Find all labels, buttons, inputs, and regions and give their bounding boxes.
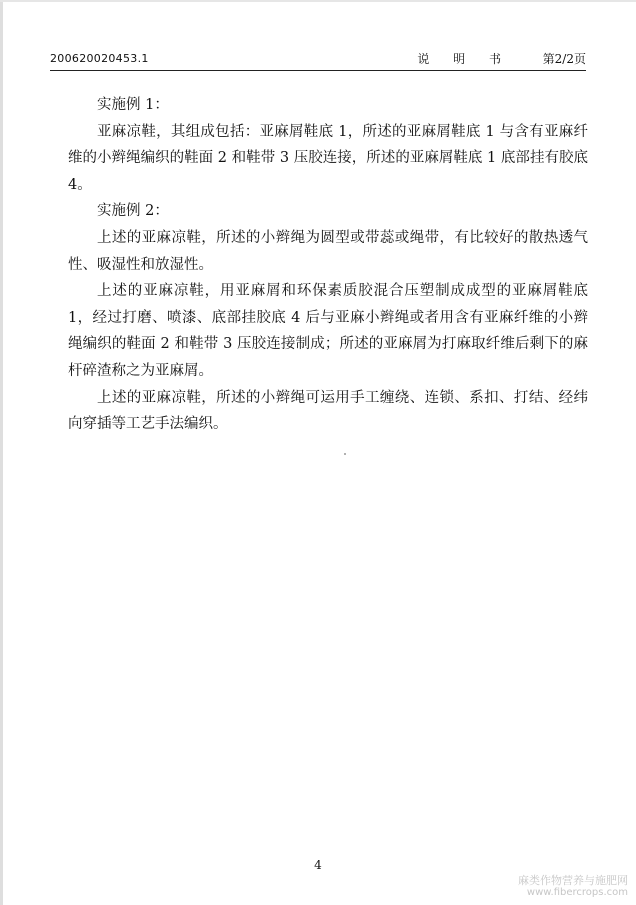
example-1-paragraph: 亚麻凉鞋，其组成包括：亚麻屑鞋底 1，所述的亚麻屑鞋底 1 与含有亚麻纤维的小辫绳编织的鞋面 2 和鞋带 3 压胶连接，所述的亚麻屑鞋底 1 底部挂有胶底 4。 — [68, 123, 588, 193]
page-indicator: 第2/2页 — [542, 52, 586, 66]
example-2-paragraph-1: 上述的亚麻凉鞋，所述的小辫绳为圆型或带蕊或绳带，有比较好的散热透气性、吸湿性和放湿性。 — [68, 229, 588, 273]
document-type-label: 说 明 书 — [417, 52, 511, 66]
application-number: 200620020453.1 — [50, 52, 149, 65]
example-2-paragraph-3: 上述的亚麻凉鞋，所述的小辫绳可运用手工缠绕、连锁、系扣、打结、经纬向穿插等工艺手法编织。 — [68, 389, 588, 433]
watermark-url: www.fibercrops.com — [526, 887, 628, 898]
watermark-site-name: 麻类作物营养与施肥网 — [518, 874, 628, 887]
example-1-heading: 实施例 1： — [97, 97, 169, 113]
example-2-paragraph-2: 上述的亚麻凉鞋，用亚麻屑和环保素质胶混合压塑制成成型的亚麻屑鞋底 1，经过打磨、喷漆、底部挂胶底 4 后与亚麻小辫绳或者用含有亚麻纤维的小辫绳编织的鞋面 2 和鞋带 3 压胶连接制成；所述的亚麻屑为打麻取纤维后剩下的麻杆碎渣称之为亚麻屑。 — [68, 283, 588, 379]
example-2-heading: 实施例 2： — [97, 203, 169, 220]
page-left-edge — [0, 0, 3, 905]
page-number: 4 — [314, 858, 322, 872]
header-rule — [50, 70, 586, 71]
site-watermark — [498, 874, 628, 899]
document-body — [68, 92, 588, 438]
scan-dot — [344, 453, 346, 455]
page-top-edge — [0, 0, 636, 2]
page-header — [50, 52, 586, 72]
